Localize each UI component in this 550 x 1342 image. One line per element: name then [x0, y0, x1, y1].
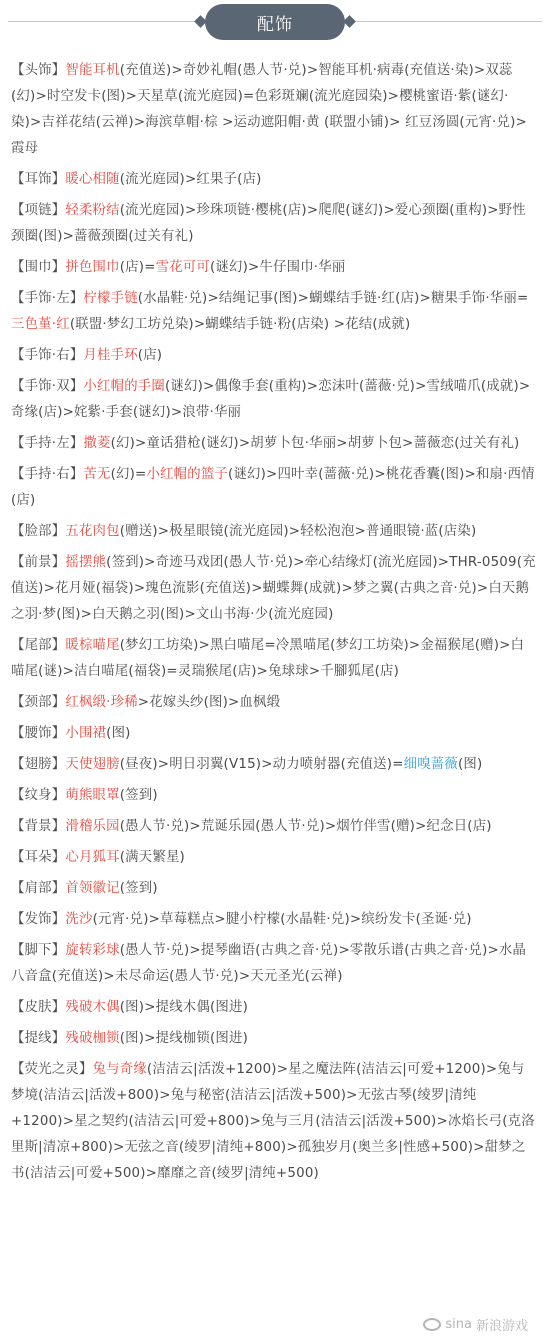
category-label: 【耳朵】: [11, 850, 66, 865]
accessory-entry: [11, 995, 536, 1021]
item-text: (签到)>奇迹马戏团(愚人节·兑)>牵心结缘灯(流光庭园)>THR-0509(充值送)>花月娅(福袋)>瑰色流影(充值送)>蝴蝶舞(成就)>梦之翼(古典之音·兑)>白天鹅之羽·梦(图)>白天鹅之羽(图)>文山书海·少(流光庭园): [11, 555, 536, 622]
item-text: (愚人节·兑)>提琴幽语(古典之音·兑)>零散乐谱(古典之音·兑)>水晶八音盒(充值送)>未尽命运(愚人节·兑)>天元圣光(云禅): [11, 943, 527, 984]
accessory-entry: [11, 938, 536, 990]
item-text: (图)>提线木偶(图进): [119, 1000, 249, 1015]
item-text: (谜幻)>牛仔围巾·华丽: [209, 260, 346, 275]
item-text: (谜幻)>四叶幸(蔷薇·兑)>桃花香囊(图)>和扇·西情(店): [11, 467, 535, 508]
item-highlight: 摇摆熊: [65, 555, 107, 570]
category-label: 【荧光之灵】: [11, 1062, 93, 1077]
category-label: 【头饰】: [11, 63, 66, 78]
sina-eye-icon: [423, 1318, 441, 1331]
item-highlight: 撒菱: [83, 436, 111, 451]
category-label: 【腰饰】: [11, 726, 66, 741]
category-label: 【纹身】: [11, 788, 66, 803]
accessory-entry: [11, 633, 536, 685]
item-highlight: 拼色围巾: [65, 260, 120, 275]
accessory-entry: [11, 1057, 536, 1187]
accessory-entry: [11, 255, 536, 281]
category-label: 【提线】: [11, 1031, 66, 1046]
item-highlight: 心月狐耳: [65, 850, 120, 865]
item-highlight: 智能耳机: [65, 63, 120, 78]
category-label: 【肩部】: [11, 881, 66, 896]
category-label: 【脚下】: [11, 943, 66, 958]
category-label: 【颈部】: [11, 695, 66, 710]
category-label: 【手持·右】: [11, 467, 84, 482]
accessory-entry: [11, 431, 536, 457]
watermark: [423, 1315, 528, 1334]
item-text: (梦幻工坊染)>黑白喵尾=冷黑喵尾(梦幻工坊染)>金福猴尾(赠)>白喵尾(谜)>洁白喵尾(福袋)=灵瑞猴尾(店)>兔球球>千腳狐尾(店): [11, 638, 525, 679]
item-highlight: 红枫缎·珍稀: [65, 695, 138, 710]
item-text: (谜幻)>偶像手套(重构)>恋沫叶(蔷薇·兑)>雪绒喵爪(成就)>奇缘(店)>姹紫·手套(谜幻)>浪带·华丽: [11, 379, 531, 420]
item-highlight: 残破枷锁: [65, 1031, 120, 1046]
item-highlight: 首领徽记: [65, 881, 120, 896]
item-text: (店)=: [119, 260, 156, 275]
item-text: (洁洁云|活泼+1200)>星之魔法阵(洁洁云|可爱+1200)>兔与梦境(洁洁云|活泼+800)>兔与秘密(洁洁云|活泼+500)>无弦古琴(绫罗|清纯+1200)>星之契约(洁洁云|可爱+800)>兔与三月(洁洁云|活泼+500)>冰焰长弓(克洛里斯|清凉+800)>无弦之音(绫罗|清纯+800)>孤独岁月(奥兰多|性感+500)>甜梦之书(洁洁云|可爱+500)>靡靡之音(绫罗|清纯+500): [11, 1062, 535, 1181]
item-highlight: 小围裙: [65, 726, 107, 741]
item-highlight: 苦无: [83, 467, 111, 482]
accessory-entry: [11, 198, 536, 250]
item-text: (店): [137, 348, 163, 363]
category-label: 【脸部】: [11, 524, 66, 539]
watermark-site: 新浪游戏: [475, 1319, 528, 1334]
item-highlight: 五花肉包: [65, 524, 120, 539]
accessory-entry: [11, 690, 536, 716]
accessory-entry: [11, 845, 536, 871]
item-highlight: 轻柔粉结: [65, 203, 120, 218]
accessory-entry: [11, 752, 536, 778]
item-text: (图): [458, 757, 483, 772]
item-highlight: 小红帽的篮子: [146, 467, 229, 482]
accessory-entry: [11, 550, 536, 628]
item-text: (流光庭园)>红果子(店): [119, 172, 262, 187]
item-highlight: 小红帽的手圈: [83, 379, 165, 394]
item-highlight: 细嗅蔷薇: [403, 757, 458, 772]
item-text: (元宵·兑)>草莓糕点>腱小柠檬(水晶鞋·兑)>缤纷发卡(圣诞·兑): [92, 912, 472, 927]
item-highlight: 暖心相随: [65, 172, 120, 187]
diamond-right-icon: [343, 15, 356, 28]
category-label: 【尾部】: [11, 638, 66, 653]
category-label: 【前景】: [11, 555, 66, 570]
item-text: (流光庭园)>珍珠项链·樱桃(店)>爬爬(谜幻)>爱心颈圈(重构)>野性颈圈(图)>蔷薇颈圈(过关有礼): [11, 203, 526, 244]
item-text: (幻)=: [110, 467, 147, 482]
category-label: 【项链】: [11, 203, 66, 218]
item-text: (满天繁星): [119, 850, 185, 865]
accessory-entry: [11, 462, 536, 514]
item-text: (赠送)>极星眼镜(流光庭园)>轻松泡泡>普通眼镜·蓝(店染): [119, 524, 477, 539]
accessory-entry: [11, 167, 536, 193]
item-highlight: 柠檬手链: [83, 291, 138, 306]
item-text: (幻)>童话猎枪(谜幻)>胡萝卜包·华丽>胡萝卜包>蔷薇恋(过关有礼): [110, 436, 520, 451]
accessory-entry: [11, 1026, 536, 1052]
category-label: 【翅膀】: [11, 757, 66, 772]
watermark-brand: sina: [445, 1317, 472, 1332]
accessory-entry: [11, 907, 536, 933]
accessory-entry: [11, 783, 536, 809]
accessory-entry: [11, 814, 536, 840]
item-text: (图): [106, 726, 131, 741]
item-text: (图)>提线枷锁(图进): [119, 1031, 249, 1046]
item-text: (愚人节·兑)>荒诞乐园(愚人节·兑)>烟竹伴雪(赠)>纪念日(店): [119, 819, 492, 834]
item-highlight: 雪花可可: [155, 260, 210, 275]
item-highlight: 兔与奇缘: [92, 1062, 147, 1077]
item-text: (联盟·梦幻工坊兑染)>蝴蝶结手链·粉(店染) >花结(成就): [69, 317, 411, 332]
item-highlight: 萌熊眼罩: [65, 788, 120, 803]
item-highlight: 旋转彩球: [65, 943, 120, 958]
category-label: 【手饰·右】: [11, 348, 84, 363]
item-highlight: 天使翅膀: [65, 757, 120, 772]
accessory-entry: [11, 58, 536, 162]
accessory-entry: [11, 343, 536, 369]
item-text: (水晶鞋·兑)>结绳记事(图)>蝴蝶结手链·红(店)>糖果手饰·华丽=: [137, 291, 529, 306]
category-label: 【耳饰】: [11, 172, 66, 187]
category-label: 【皮肤】: [11, 1000, 66, 1015]
accessory-entry: [11, 374, 536, 426]
item-highlight: 残破木偶: [65, 1000, 120, 1015]
category-label: 【围巾】: [11, 260, 66, 275]
item-highlight: 月桂手环: [83, 348, 138, 363]
accessory-list: [11, 58, 536, 1192]
accessory-entry: [11, 721, 536, 747]
accessory-entry: [11, 876, 536, 902]
category-label: 【手饰·左】: [11, 291, 84, 306]
category-label: 【发饰】: [11, 912, 66, 927]
accessory-entry: [11, 519, 536, 545]
item-text: (签到): [119, 881, 158, 896]
item-highlight: 三色堇·红: [11, 317, 70, 332]
category-label: 【手持·左】: [11, 436, 84, 451]
item-text: (昼夜)>明日羽翼(V15)>动力喷射器(充值送)=: [119, 757, 404, 772]
category-label: 【手饰·双】: [11, 379, 84, 394]
item-text: (充值送)>奇妙礼帽(愚人节·兑)>智能耳机·病毒(充值送·染)>双蕊(幻)>时空发卡(图)>天星草(流光庭园)=色彩斑斓(流光庭园染)>樱桃蜜语·紫(谜幻·染)>吉祥花结(云禅)>海滨草帽·棕 >运动遮阳帽·黄 (联盟小铺)> 红豆汤圆(元宵·兑)> 霞母: [11, 63, 527, 156]
item-text: >花嫁头纱(图)>血枫缎: [137, 695, 281, 710]
accessory-entry: [11, 286, 536, 338]
item-highlight: 暖棕喵尾: [65, 638, 120, 653]
category-label: 【背景】: [11, 819, 66, 834]
section-header: [0, 0, 550, 46]
item-highlight: 洗沙: [65, 912, 93, 927]
item-text: (签到): [119, 788, 158, 803]
item-highlight: 滑稽乐园: [65, 819, 120, 834]
section-title: 配饰: [205, 4, 345, 40]
